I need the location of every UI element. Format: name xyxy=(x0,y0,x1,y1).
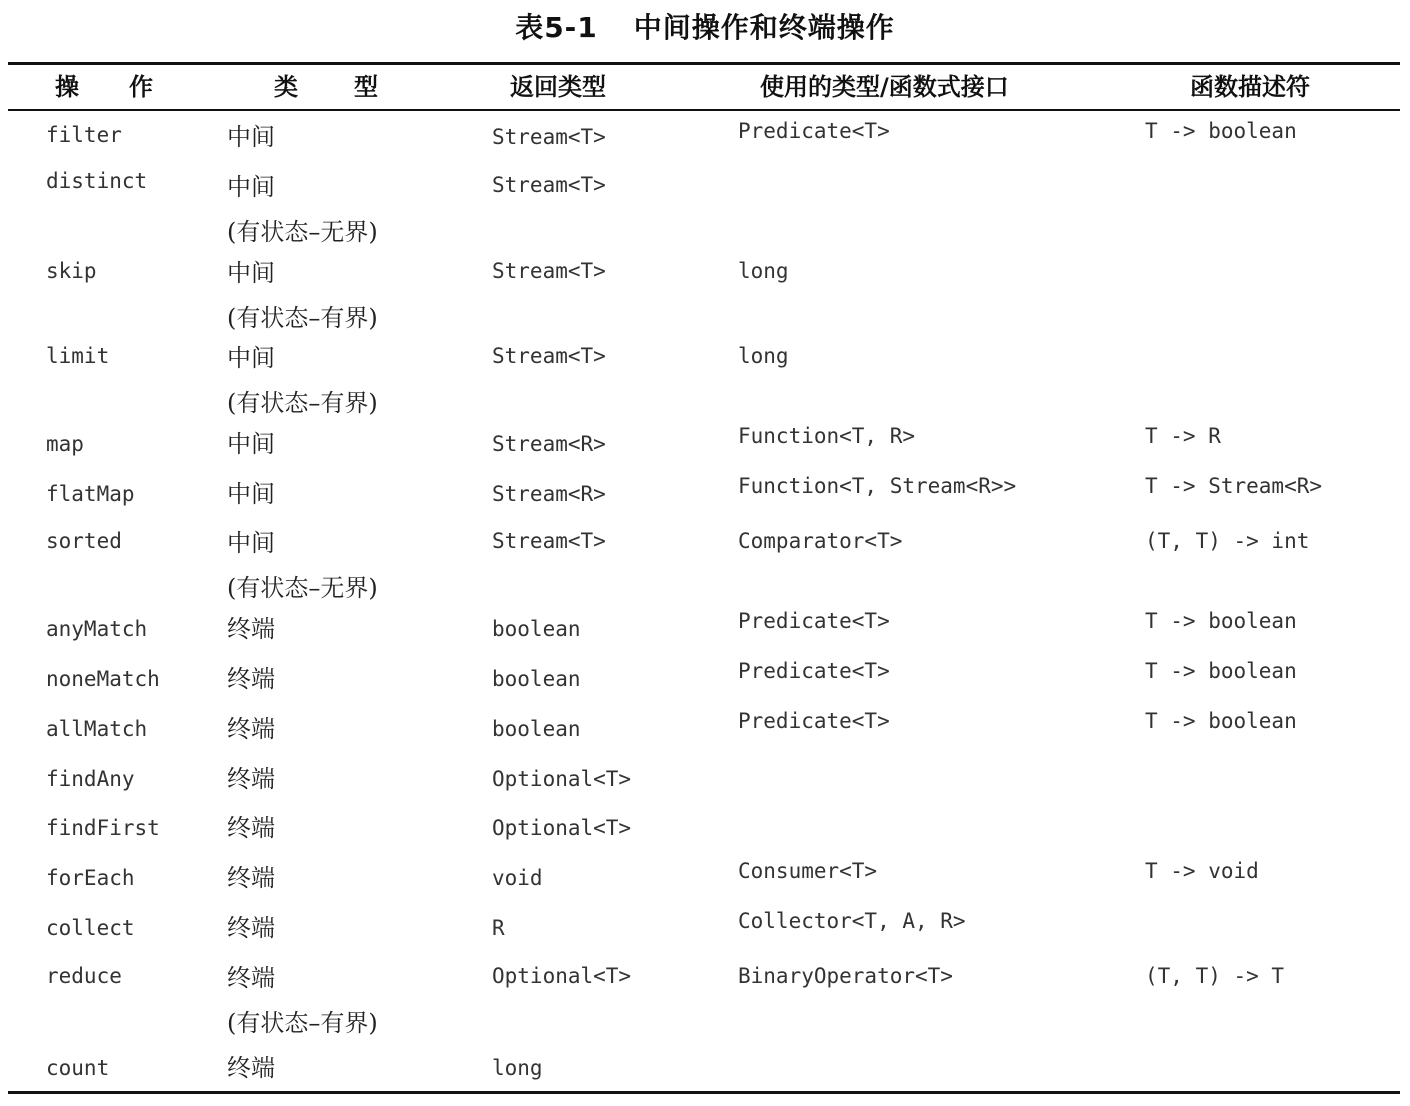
return-type: boolean xyxy=(492,667,581,691)
return-type: long xyxy=(492,1056,543,1080)
table-caption xyxy=(0,8,1410,48)
operation-name: map xyxy=(46,432,84,456)
operation-kind xyxy=(227,474,275,509)
kind-label: 中间 xyxy=(227,123,275,151)
header-descriptor: 函数描述符 xyxy=(1190,73,1310,101)
header-type-char-1: 类 xyxy=(274,73,298,101)
operation-kind xyxy=(227,659,275,694)
functional-interface: Collector<T, A, R> xyxy=(738,909,966,933)
operation-kind xyxy=(227,523,378,603)
function-descriptor: T -> boolean xyxy=(1145,609,1297,633)
header-rule xyxy=(8,109,1400,111)
operation-name: reduce xyxy=(46,964,122,988)
operation-name: findAny xyxy=(46,767,135,791)
operation-kind xyxy=(227,424,275,459)
functional-interface: Function<T, R> xyxy=(738,424,916,448)
kind-label: 终端 xyxy=(227,964,275,992)
kind-label: 终端 xyxy=(227,615,275,643)
functional-interface: Comparator<T> xyxy=(738,529,903,553)
function-descriptor: T -> boolean xyxy=(1145,119,1297,143)
return-type: void xyxy=(492,866,543,890)
return-type: Optional<T> xyxy=(492,767,632,791)
kind-label: 中间 xyxy=(227,173,275,201)
state-note: (有状态–有界) xyxy=(227,1009,378,1037)
kind-label: 中间 xyxy=(227,259,275,287)
return-type: boolean xyxy=(492,617,581,641)
operation-kind xyxy=(227,858,275,893)
function-descriptor: T -> boolean xyxy=(1145,659,1297,683)
kind-label: 终端 xyxy=(227,864,275,892)
return-type: Stream<R> xyxy=(492,482,606,506)
header-type xyxy=(274,64,378,110)
return-type: Stream<T> xyxy=(492,344,606,368)
functional-interface: Predicate<T> xyxy=(738,609,890,633)
function-descriptor: T -> Stream<R> xyxy=(1145,474,1323,498)
kind-label: 终端 xyxy=(227,1054,275,1082)
functional-interface: BinaryOperator<T> xyxy=(738,964,953,988)
operation-name: filter xyxy=(46,123,122,147)
operation-kind xyxy=(227,609,275,644)
operation-name: skip xyxy=(46,259,97,283)
return-type: Stream<R> xyxy=(492,432,606,456)
kind-label: 终端 xyxy=(227,814,275,842)
kind-label: 中间 xyxy=(227,529,275,557)
state-note: (有状态–有界) xyxy=(227,304,378,332)
function-descriptor: (T, T) -> T xyxy=(1145,964,1285,988)
functional-interface: Predicate<T> xyxy=(738,659,890,683)
functional-interface: long xyxy=(738,259,789,283)
kind-label: 终端 xyxy=(227,715,275,743)
header-functional-interface: 使用的类型/函数式接口 xyxy=(760,73,1009,101)
functional-interface: Consumer<T> xyxy=(738,859,878,883)
function-descriptor: T -> R xyxy=(1145,424,1221,448)
kind-label: 终端 xyxy=(227,665,275,693)
table-number: 表5-1 xyxy=(515,11,598,44)
header-type-char-2: 型 xyxy=(354,73,378,101)
operation-name: distinct xyxy=(46,169,148,193)
functional-interface: long xyxy=(738,344,789,368)
return-type: boolean xyxy=(492,717,581,741)
function-descriptor: (T, T) -> int xyxy=(1145,529,1310,553)
header-operation-char-2: 作 xyxy=(129,73,153,101)
function-descriptor: T -> void xyxy=(1145,859,1259,883)
operation-kind xyxy=(227,253,378,333)
operation-name: anyMatch xyxy=(46,617,148,641)
operation-name: count xyxy=(46,1056,110,1080)
operation-name: noneMatch xyxy=(46,667,160,691)
return-type: Optional<T> xyxy=(492,964,632,988)
kind-label: 中间 xyxy=(227,480,275,508)
operation-kind xyxy=(227,759,275,794)
kind-label: 终端 xyxy=(227,914,275,942)
operation-name: allMatch xyxy=(46,717,148,741)
return-type: Optional<T> xyxy=(492,816,632,840)
operation-name: findFirst xyxy=(46,816,160,840)
bottom-rule xyxy=(8,1091,1400,1094)
operation-kind xyxy=(227,117,275,152)
operation-name: sorted xyxy=(46,529,122,553)
state-note: (有状态–有界) xyxy=(227,389,378,417)
operation-kind xyxy=(227,908,275,943)
return-type: R xyxy=(492,916,505,940)
operation-name: collect xyxy=(46,916,135,940)
header-return-type: 返回类型 xyxy=(510,73,606,101)
functional-interface: Predicate<T> xyxy=(738,119,890,143)
table-title: 中间操作和终端操作 xyxy=(633,11,895,44)
operation-kind xyxy=(227,338,378,418)
return-type: Stream<T> xyxy=(492,529,606,553)
operation-kind xyxy=(227,958,378,1038)
return-type: Stream<T> xyxy=(492,173,606,197)
operation-kind xyxy=(227,709,275,744)
operation-name: limit xyxy=(46,344,110,368)
operation-kind xyxy=(227,1048,275,1083)
kind-label: 中间 xyxy=(227,430,275,458)
return-type: Stream<T> xyxy=(492,125,606,149)
functional-interface: Function<T, Stream<R>> xyxy=(738,474,1017,498)
operation-name: forEach xyxy=(46,866,135,890)
operation-kind xyxy=(227,808,275,843)
header-operation xyxy=(55,64,153,110)
operation-kind xyxy=(227,167,378,247)
kind-label: 终端 xyxy=(227,765,275,793)
functional-interface: Predicate<T> xyxy=(738,709,890,733)
return-type: Stream<T> xyxy=(492,259,606,283)
function-descriptor: T -> boolean xyxy=(1145,709,1297,733)
header-operation-char-1: 操 xyxy=(55,73,79,101)
state-note: (有状态–无界) xyxy=(227,574,378,602)
operation-name: flatMap xyxy=(46,482,135,506)
state-note: (有状态–无界) xyxy=(227,218,378,246)
kind-label: 中间 xyxy=(227,344,275,372)
